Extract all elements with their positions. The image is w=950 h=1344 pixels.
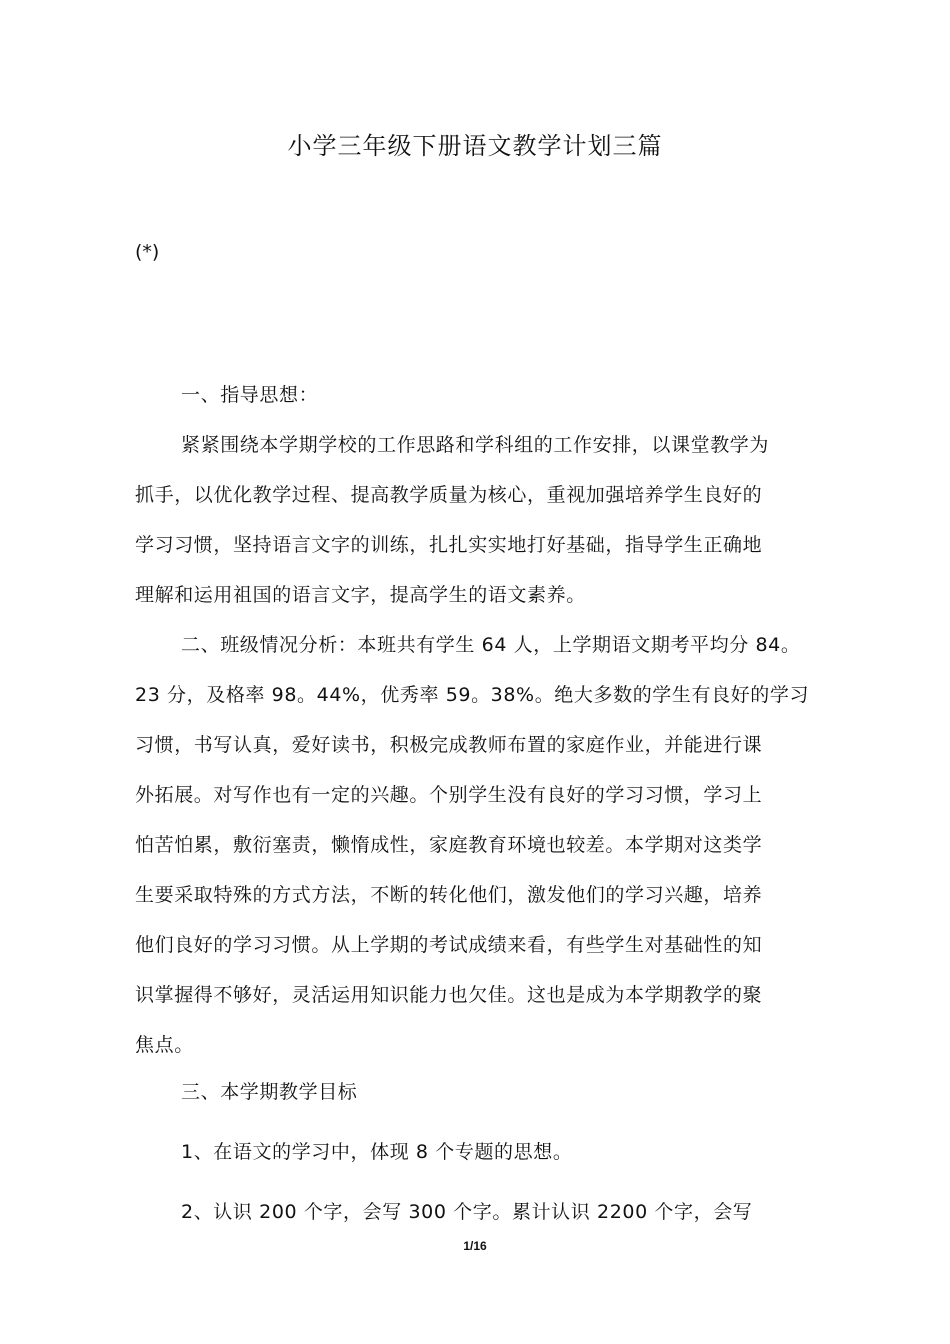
paragraph-line: 二、班级情况分析：本班共有学生 64 人，上学期语文期考平均分 84。 [181, 634, 801, 656]
paragraph-line: 怕苦怕累，敷衍塞责，懒惰成性，家庭教育环境也较差。本学期对这类学 [135, 834, 763, 856]
page-number: 1/16 [463, 1239, 487, 1253]
goal-item-1: 1、在语文的学习中，体现 8 个专题的思想。 [181, 1141, 573, 1163]
paragraph-line: 23 分，及格率 98。44%，优秀率 59。38%。绝大多数的学生有良好的学习 [135, 684, 810, 706]
paragraph-line: 习惯，书写认真，爱好读书，积极完成教师布置的家庭作业，并能进行课 [135, 734, 763, 756]
paragraph-line: 外拓展。对写作也有一定的兴趣。个别学生没有良好的学习习惯，学习上 [135, 784, 763, 806]
paragraph-line: 理解和运用祖国的语言文字，提高学生的语文素养。 [135, 584, 586, 606]
paragraph-line: 焦点。 [135, 1034, 194, 1056]
paragraph-line: 生要采取特殊的方式方法，不断的转化他们，激发他们的学习兴趣，培养 [135, 884, 763, 906]
document-title: 小学三年级下册语文教学计划三篇 [287, 132, 663, 160]
marker-text: (*) [135, 241, 160, 263]
section1-heading: 一、指导思想： [181, 384, 319, 406]
section2-paragraph [135, 620, 835, 1070]
paragraph-line: 抓手，以优化教学过程、提高教学质量为核心，重视加强培养学生良好的 [135, 484, 763, 506]
section1-paragraph [135, 420, 835, 620]
paragraph-line: 识掌握得不够好，灵活运用知识能力也欠佳。这也是成为本学期教学的聚 [135, 984, 763, 1006]
section3-heading: 三、本学期教学目标 [181, 1081, 358, 1103]
paragraph-line: 他们良好的学习习惯。从上学期的考试成绩来看，有些学生对基础性的知 [135, 934, 763, 956]
paragraph-line: 学习习惯，坚持语言文字的训练，扎扎实实地打好基础，指导学生正确地 [135, 534, 763, 556]
paragraph-line: 紧紧围绕本学期学校的工作思路和学科组的工作安排，以课堂教学为 [181, 434, 770, 456]
goal-item-2: 2、认识 200 个字，会写 300 个字。累计认识 2200 个字，会写 [181, 1201, 753, 1223]
